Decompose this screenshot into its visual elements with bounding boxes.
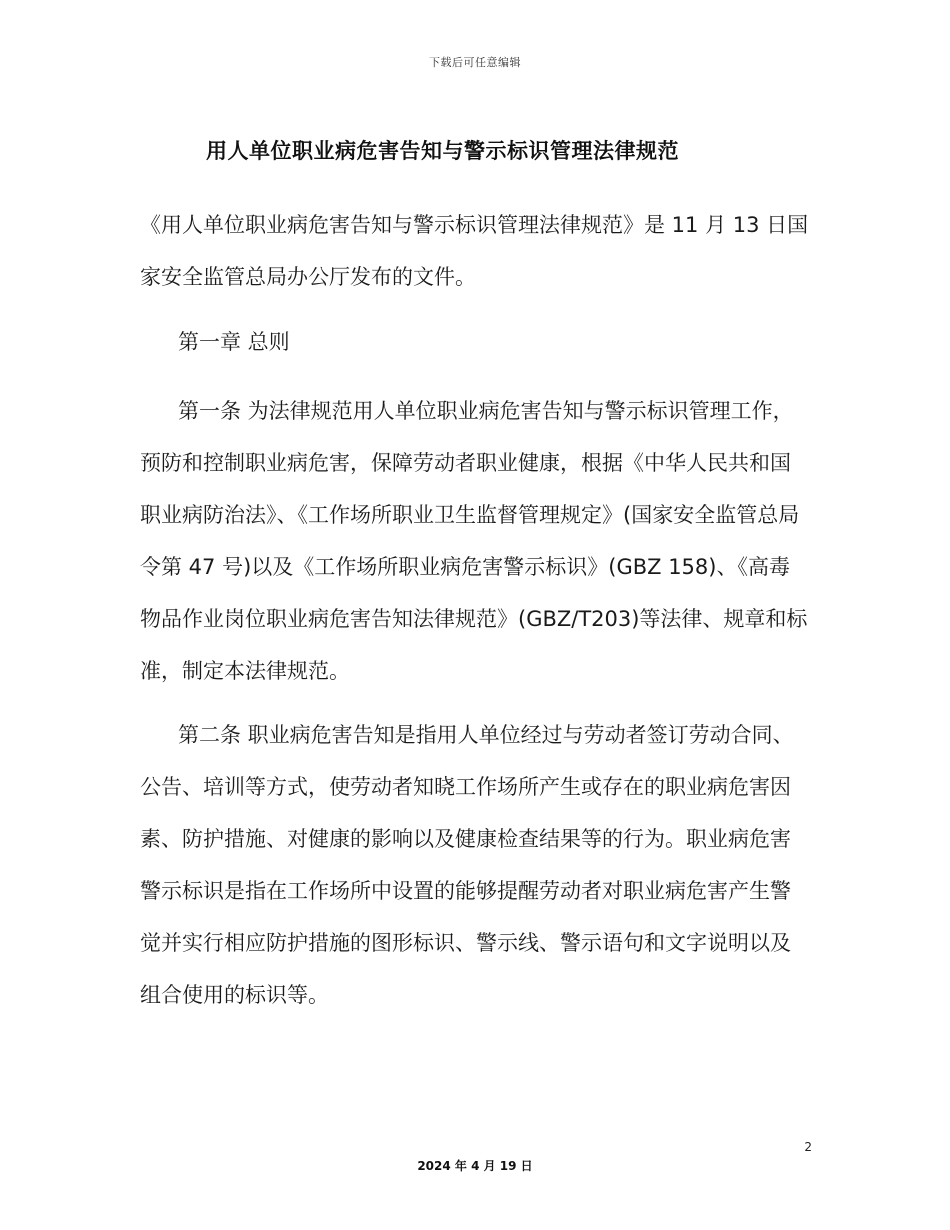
footer-date: 2024 年 4 月 19 日 — [417, 1159, 533, 1173]
article-one: 第一条 为法律规范用人单位职业病危害告知与警示标识管理工作，预防和控制职业病危害，保障劳动者职业健康，根据《中华人民共和国职业病防治法》、《工作场所职业卫生监督管理规定》(国家安全监管总局令第 47 号)以及《工作场所职业病危害警示标识》(GBZ 158)、《高毒物品作业岗位职业病危害告知法律规范》(GBZ/T203)等法律、规章和标准，制定本法律规范。 — [140, 399, 808, 683]
article-two: 第二条 职业病危害告知是指用人单位经过与劳动者签订劳动合同、公告、培训等方式，使劳动者知晓工作场所产生或存在的职业病危害因素、防护措施、对健康的影响以及健康检查结果等的行为。职业病危害警示标识是指在工作场所中设置的能够提醒劳动者对职业病危害产生警觉并实行相应防护措施的图形标识、警示线、警示语句和文字说明以及组合使用的标识等。 — [140, 723, 794, 1007]
chapter-heading-block — [140, 316, 810, 368]
paragraph-intro: 《用人单位职业病危害告知与警示标识管理法律规范》是 11 月 13 日国家安全监管总局办公厅发布的文件。 — [140, 213, 809, 289]
article-one-block — [140, 385, 810, 697]
page-number: 2 — [804, 1140, 812, 1154]
article-two-block — [140, 709, 810, 1021]
chapter-heading: 第一章 总则 — [178, 330, 290, 354]
header-note: 下载后可任意编辑 — [429, 56, 521, 69]
intro-paragraph — [140, 199, 810, 303]
document-title: 用人单位职业病危害告知与警示标识管理法律规范 — [206, 139, 679, 163]
